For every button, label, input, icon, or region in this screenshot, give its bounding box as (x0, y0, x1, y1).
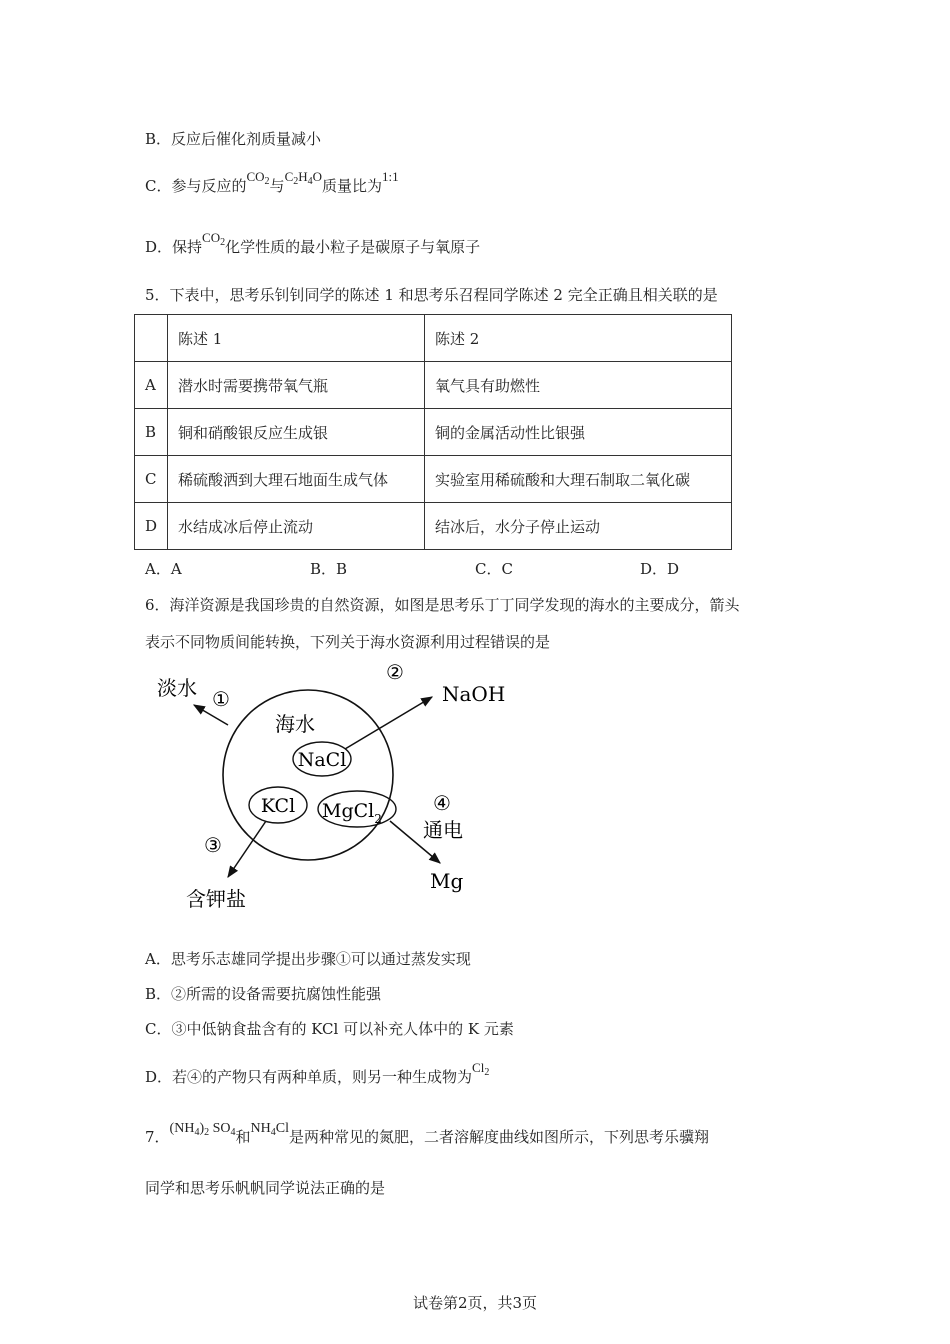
potassium-salt-label: 含钾盐 (186, 887, 246, 911)
table-row (135, 362, 732, 409)
table-cell: 氧气具有助燃性 (425, 362, 732, 409)
mg-label: Mg (430, 869, 464, 893)
q4-option-c-prefix: C．参与反应的 (145, 177, 247, 195)
seawater-diagram (140, 655, 540, 920)
formula-co2-d: $CO_2$ (202, 230, 226, 248)
ratio-value: 1:1 (382, 169, 399, 184)
q5-option-b: B．B (310, 560, 348, 578)
table-cell: C (135, 456, 168, 503)
table-cell: 实验室用稀硫酸和大理石制取二氧化碳 (425, 456, 732, 503)
kcl-label: KCl (260, 795, 296, 817)
step-3-label: ③ (204, 833, 222, 857)
table-cell: 结冰后，水分子停止运动 (425, 503, 732, 550)
naoh-label: NaOH (442, 682, 506, 706)
formula-co2: $CO_2$ (246, 169, 270, 187)
table-cell: 稀硫酸洒到大理石地面生成气体 (168, 456, 425, 503)
q6-stem-line1: 6．海洋资源是我国珍贵的自然资源，如图是思考乐丁丁同学发现的海水的主要成分，箭头 (145, 596, 740, 614)
step-1-label: ① (212, 687, 230, 711)
q7-stem-rest: 是两种常见的氮肥，二者溶解度曲线如图所示，下列思考乐骥翔 (289, 1128, 710, 1146)
q6-option-d-prefix: D．若④的产物只有两种单质，则另一种生成物为 (145, 1068, 473, 1086)
freshwater-label: 淡水 (157, 676, 197, 700)
q7-and: 和 (235, 1128, 251, 1146)
q7-stem-line2: 同学和思考乐帆帆同学说法正确的是 (145, 1179, 386, 1197)
table-cell: 陈述 2 (425, 315, 732, 362)
step-4-label: ④ (433, 791, 451, 815)
q6-option-d (145, 1060, 490, 1088)
q5-option-d: D．D (640, 560, 680, 578)
page-footer: 试卷第2页，共3页 (412, 1294, 538, 1312)
q6-option-c: C．③中低钠食盐含有的 KCl 可以补充人体中的 K 元素 (145, 1020, 514, 1038)
formula-cl2: $Cl_2$ (472, 1060, 490, 1078)
arrow-3 (228, 821, 266, 877)
q4-option-b: B．反应后催化剂质量减小 (145, 130, 322, 148)
q7-stem-line1 (145, 1121, 710, 1148)
seawater-label: 海水 (275, 712, 315, 736)
step-2-label: ② (386, 660, 404, 684)
formula-c2h4o: $C_2H_4O$ (284, 169, 323, 187)
q4-option-c (145, 169, 399, 197)
table-cell: 陈述 1 (168, 315, 425, 362)
q6-option-a: A．思考乐志雄同学提出步骤①可以通过蒸发实现 (145, 950, 471, 968)
table-cell: A (135, 362, 168, 409)
nacl-label: NaCl (297, 749, 347, 771)
formula-nh4cl: $NH_4Cl$ (250, 1121, 289, 1138)
q4-option-c-suffix: 质量比为 (322, 177, 383, 195)
table-cell: B (135, 409, 168, 456)
table-header-row (135, 315, 732, 362)
q4-option-d-prefix: D．保持 (145, 238, 203, 256)
formula-nh4-2so4: $(NH_4)_2$ $SO_4$ (169, 1121, 236, 1138)
table-cell (135, 315, 168, 362)
q4-option-d (145, 230, 481, 258)
q5-option-a: A．A (145, 560, 182, 578)
arrow-2 (345, 697, 432, 749)
mgcl2-label: MgCl$_2$ (322, 800, 382, 826)
q6-option-b: B．②所需的设备需要抗腐蚀性能强 (145, 985, 382, 1003)
table-cell: 水结成冰后停止流动 (168, 503, 425, 550)
table-row (135, 456, 732, 503)
q4-option-d-suffix: 化学性质的最小粒子是碳原子与氧原子 (225, 238, 481, 256)
table-cell: 潜水时需要携带氧气瓶 (168, 362, 425, 409)
table-cell: 铜和硝酸银反应生成银 (168, 409, 425, 456)
table-row (135, 409, 732, 456)
q5-option-c: C．C (475, 560, 513, 578)
q4-option-c-mid: 与 (269, 177, 285, 195)
table-cell: D (135, 503, 168, 550)
q5-table (134, 314, 732, 550)
q6-stem-line2: 表示不同物质间能转换，下列关于海水资源利用过程错误的是 (145, 633, 551, 651)
q7-number: 7． (145, 1128, 170, 1146)
q5-stem: 5．下表中，思考乐钊钊同学的陈述 1 和思考乐召程同学陈述 2 完全正确且相关联的是 (145, 286, 718, 304)
electrolysis-label: 通电 (423, 818, 463, 842)
table-row (135, 503, 732, 550)
table-cell: 铜的金属活动性比银强 (425, 409, 732, 456)
